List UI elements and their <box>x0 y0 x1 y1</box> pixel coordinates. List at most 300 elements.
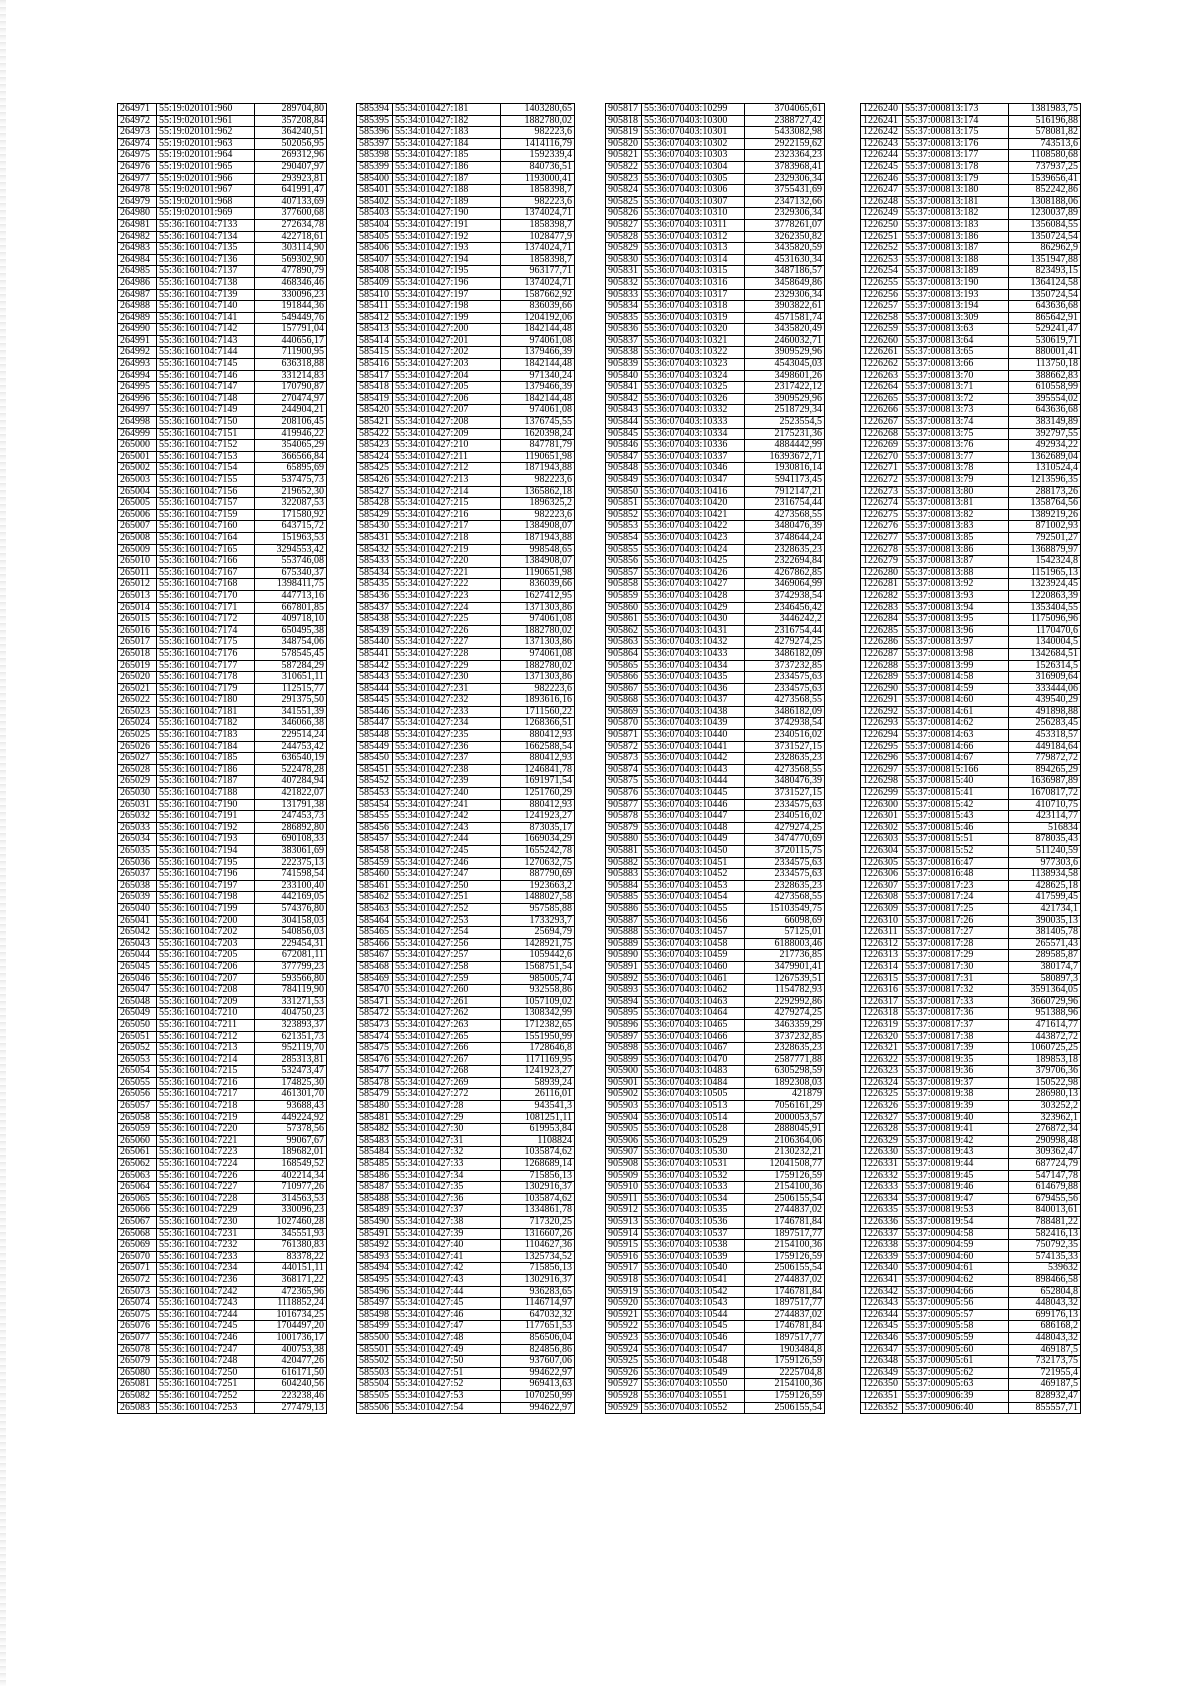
cadastral-value: 272634,78 <box>255 219 327 231</box>
cadastral-value: 1858398,7 <box>501 219 575 231</box>
cadastral-value: 256283,45 <box>1009 718 1081 730</box>
table-row <box>357 1031 575 1043</box>
cadastral-value: 395554,02 <box>1009 393 1081 405</box>
row-number: 265023 <box>118 706 157 718</box>
cadastral-number: 55:36:160104:7213 <box>157 1043 255 1055</box>
cadastral-number: 55:34:010427:258 <box>393 961 501 973</box>
table-row <box>357 880 575 892</box>
table-row <box>606 846 825 858</box>
row-number: 1226317 <box>861 996 903 1008</box>
cadastral-number: 55:36:160104:7234 <box>157 1263 255 1275</box>
row-number: 264998 <box>118 417 157 429</box>
table-row <box>357 753 575 765</box>
cadastral-number: 55:37:000813:309 <box>903 312 1009 324</box>
cadastral-number: 55:34:010427:236 <box>393 741 501 753</box>
table-row <box>861 498 1081 510</box>
table-row <box>861 695 1081 707</box>
cadastral-number: 55:34:010427:40 <box>393 1240 501 1252</box>
cadastral-value: 421822,07 <box>255 788 327 800</box>
row-number: 1226287 <box>861 648 903 660</box>
row-number: 905861 <box>606 614 642 626</box>
table-row <box>606 104 825 116</box>
cadastral-value: 366566,84 <box>255 451 327 463</box>
row-number: 1226337 <box>861 1228 903 1240</box>
cadastral-value: 471614,77 <box>1009 1019 1081 1031</box>
cadastral-number: 55:36:070403:10427 <box>642 579 745 591</box>
table-row <box>606 753 825 765</box>
cadastral-number: 55:37:000813:79 <box>903 475 1009 487</box>
row-number: 265025 <box>118 730 157 742</box>
table-row <box>606 405 825 417</box>
row-number: 585440 <box>357 637 393 649</box>
cadastral-value: 289704,80 <box>255 104 327 116</box>
table-row <box>118 1240 327 1252</box>
table-row <box>606 1321 825 1333</box>
cadastral-number: 55:34:010427:215 <box>393 498 501 510</box>
table-row <box>357 208 575 220</box>
cadastral-value: 191844,36 <box>255 301 327 313</box>
cadastral-number: 55:36:160104:7146 <box>157 370 255 382</box>
row-number: 905904 <box>606 1112 642 1124</box>
table-row <box>357 393 575 405</box>
cadastral-number: 55:36:070403:10310 <box>642 208 745 220</box>
cadastral-value: 1241923,27 <box>501 811 575 823</box>
cadastral-number: 55:37:000813:78 <box>903 463 1009 475</box>
cadastral-value: 880001,41 <box>1009 347 1081 359</box>
cadastral-value: 1151965,13 <box>1009 567 1081 579</box>
table-row <box>861 1147 1081 1159</box>
row-number: 1226343 <box>861 1298 903 1310</box>
table-row <box>861 486 1081 498</box>
row-number: 265030 <box>118 788 157 800</box>
table-row <box>118 1170 327 1182</box>
table-row <box>118 104 327 116</box>
cadastral-number: 55:37:000813:98 <box>903 648 1009 660</box>
row-number: 585505 <box>357 1390 393 1402</box>
table-row <box>118 1147 327 1159</box>
cadastral-value: 2175231,36 <box>745 428 825 440</box>
cadastral-value: 6305298,59 <box>745 1066 825 1078</box>
table-row <box>357 637 575 649</box>
cadastral-number: 55:34:010427:186 <box>393 161 501 173</box>
table-row <box>606 1124 825 1136</box>
cadastral-value: 233100,40 <box>255 880 327 892</box>
row-number: 265040 <box>118 903 157 915</box>
cadastral-number: 55:34:010427:239 <box>393 776 501 788</box>
cadastral-number: 55:37:000813:88 <box>903 567 1009 579</box>
table-row <box>118 1031 327 1043</box>
cadastral-number: 55:36:160104:7199 <box>157 903 255 915</box>
table-row <box>357 915 575 927</box>
cadastral-number: 55:37:000906:40 <box>903 1402 1009 1414</box>
table-block-2 <box>356 103 575 1414</box>
table-row <box>118 475 327 487</box>
table-row <box>606 706 825 718</box>
table-row <box>861 1205 1081 1217</box>
cadastral-value: 171580,92 <box>255 509 327 521</box>
table-row <box>861 1251 1081 1263</box>
cadastral-number: 55:34:010427:219 <box>393 544 501 556</box>
cadastral-value: 862962,9 <box>1009 243 1081 255</box>
row-number: 905819 <box>606 127 642 139</box>
table-row <box>357 973 575 985</box>
cadastral-number: 55:37:000813:77 <box>903 451 1009 463</box>
row-number: 585433 <box>357 556 393 568</box>
cadastral-number: 55:36:160104:7184 <box>157 741 255 753</box>
row-number: 905880 <box>606 834 642 846</box>
row-number: 264996 <box>118 393 157 405</box>
table-row <box>357 1112 575 1124</box>
cadastral-value: 2334575,63 <box>745 672 825 684</box>
cadastral-value: 1379466,39 <box>501 382 575 394</box>
cadastral-number: 55:36:070403:10461 <box>642 973 745 985</box>
cadastral-value: 4267862,85 <box>745 567 825 579</box>
table-row <box>357 289 575 301</box>
table-row <box>861 811 1081 823</box>
row-number: 585463 <box>357 903 393 915</box>
cadastral-number: 55:36:160104:7191 <box>157 811 255 823</box>
cadastral-value: 985005,74 <box>501 973 575 985</box>
table-row <box>357 347 575 359</box>
cadastral-value: 1376745,55 <box>501 417 575 429</box>
cadastral-number: 55:36:160104:7217 <box>157 1089 255 1101</box>
table-row <box>118 1379 327 1391</box>
table-row <box>606 1147 825 1159</box>
row-number: 905879 <box>606 822 642 834</box>
row-number: 265026 <box>118 741 157 753</box>
row-number: 905923 <box>606 1332 642 1344</box>
table-row <box>861 138 1081 150</box>
table-row <box>606 440 825 452</box>
cadastral-number: 55:36:160104:7209 <box>157 996 255 1008</box>
row-number: 585448 <box>357 730 393 742</box>
table-row <box>606 1344 825 1356</box>
row-number: 265083 <box>118 1402 157 1414</box>
cadastral-number: 55:34:010427:53 <box>393 1390 501 1402</box>
row-number: 585462 <box>357 892 393 904</box>
table-row <box>606 1298 825 1310</box>
row-number: 1226280 <box>861 567 903 579</box>
row-number: 905884 <box>606 880 642 892</box>
cadastral-number: 55:36:160104:7242 <box>157 1286 255 1298</box>
cadastral-value: 974061,08 <box>501 405 575 417</box>
row-number: 905888 <box>606 927 642 939</box>
table-row <box>861 243 1081 255</box>
table-row <box>357 822 575 834</box>
row-number: 585405 <box>357 231 393 243</box>
cadastral-value: 516834 <box>1009 822 1081 834</box>
cadastral-number: 55:36:160104:7247 <box>157 1344 255 1356</box>
cadastral-number: 55:37:000819:36 <box>903 1066 1009 1078</box>
cadastral-value: 788481,22 <box>1009 1217 1081 1229</box>
row-number: 1226261 <box>861 347 903 359</box>
cadastral-value: 1138934,58 <box>1009 869 1081 881</box>
cadastral-value: 636540,19 <box>255 753 327 765</box>
cadastral-number: 55:34:010427:224 <box>393 602 501 614</box>
cadastral-value: 2225704,8 <box>745 1367 825 1379</box>
cadastral-number: 55:37:000905:61 <box>903 1356 1009 1368</box>
table-row <box>861 417 1081 429</box>
cadastral-value: 3469064,99 <box>745 579 825 591</box>
cadastral-number: 55:37:000905:62 <box>903 1367 1009 1379</box>
row-number: 1226270 <box>861 451 903 463</box>
cadastral-number: 55:34:010427:33 <box>393 1159 501 1171</box>
table-row <box>606 892 825 904</box>
row-number: 265051 <box>118 1031 157 1043</box>
table-row <box>861 1031 1081 1043</box>
cadastral-value: 16393672,71 <box>745 451 825 463</box>
table-row <box>357 150 575 162</box>
cadastral-number: 55:36:070403:10429 <box>642 602 745 614</box>
cadastral-number: 55:36:160104:7236 <box>157 1274 255 1286</box>
cadastral-value: 3720115,75 <box>745 846 825 858</box>
cadastral-number: 55:36:160104:7148 <box>157 393 255 405</box>
table-row <box>861 521 1081 533</box>
table-row <box>861 799 1081 811</box>
cadastral-number: 55:36:070403:10313 <box>642 243 745 255</box>
cadastral-value: 647032,32 <box>501 1309 575 1321</box>
cadastral-number: 55:36:070403:10347 <box>642 475 745 487</box>
table-row <box>118 1367 327 1379</box>
cadastral-number: 55:36:070403:10452 <box>642 869 745 881</box>
table-row <box>357 544 575 556</box>
cadastral-value: 516196,88 <box>1009 115 1081 127</box>
cadastral-value: 547147,78 <box>1009 1170 1081 1182</box>
row-number: 265033 <box>118 822 157 834</box>
cadastral-value: 440656,17 <box>255 335 327 347</box>
row-number: 1226309 <box>861 903 903 915</box>
cadastral-value: 887790,69 <box>501 869 575 881</box>
table-row <box>118 602 327 614</box>
cadastral-value: 1060725,25 <box>1009 1043 1081 1055</box>
table-row <box>357 811 575 823</box>
cadastral-value: 189853,18 <box>1009 1054 1081 1066</box>
row-number: 905846 <box>606 440 642 452</box>
cadastral-number: 55:36:160104:7197 <box>157 880 255 892</box>
cadastral-number: 55:34:010427:190 <box>393 208 501 220</box>
cadastral-number: 55:36:070403:10434 <box>642 660 745 672</box>
cadastral-value: 2130232,21 <box>745 1147 825 1159</box>
cadastral-number: 55:19:020101:969 <box>157 208 255 220</box>
cadastral-number: 55:36:070403:10538 <box>642 1240 745 1252</box>
row-number: 905822 <box>606 161 642 173</box>
cadastral-value: 2346456,42 <box>745 602 825 614</box>
cadastral-number: 55:36:070403:10470 <box>642 1054 745 1066</box>
table-row <box>118 1054 327 1066</box>
row-number: 905897 <box>606 1031 642 1043</box>
row-number: 905837 <box>606 335 642 347</box>
row-number: 585471 <box>357 996 393 1008</box>
table-row <box>606 1367 825 1379</box>
cadastral-value: 2154100,36 <box>745 1379 825 1391</box>
cadastral-value: 582416,13 <box>1009 1228 1081 1240</box>
row-number: 905876 <box>606 788 642 800</box>
table-row <box>357 950 575 962</box>
table-row <box>861 985 1081 997</box>
cadastral-number: 55:36:070403:10541 <box>642 1274 745 1286</box>
row-number: 585432 <box>357 544 393 556</box>
row-number: 585398 <box>357 150 393 162</box>
table-row <box>118 892 327 904</box>
cadastral-number: 55:37:000815:43 <box>903 811 1009 823</box>
cadastral-value: 1636987,89 <box>1009 776 1081 788</box>
cadastral-number: 55:36:160104:7198 <box>157 892 255 904</box>
row-number: 1226306 <box>861 869 903 881</box>
table-row <box>118 927 327 939</box>
table-row <box>357 1402 575 1414</box>
table-row <box>861 532 1081 544</box>
cadastral-number: 55:34:010427:212 <box>393 463 501 475</box>
row-number: 1226321 <box>861 1043 903 1055</box>
table-row <box>357 799 575 811</box>
row-number: 1226292 <box>861 706 903 718</box>
cadastral-value: 1704497,20 <box>255 1321 327 1333</box>
cadastral-value: 1308342,99 <box>501 1008 575 1020</box>
row-number: 585431 <box>357 532 393 544</box>
table-row <box>357 1356 575 1368</box>
cadastral-value: 1323924,45 <box>1009 579 1081 591</box>
table-row <box>606 579 825 591</box>
table-row <box>606 335 825 347</box>
table-row <box>357 1390 575 1402</box>
row-number: 1226248 <box>861 196 903 208</box>
row-number: 585473 <box>357 1019 393 1031</box>
cadastral-number: 55:37:000813:179 <box>903 173 1009 185</box>
cadastral-value: 276872,34 <box>1009 1124 1081 1136</box>
cadastral-number: 55:36:070403:10306 <box>642 185 745 197</box>
table-row <box>861 1008 1081 1020</box>
cadastral-value: 539632 <box>1009 1263 1081 1275</box>
cadastral-value: 1882780,02 <box>501 115 575 127</box>
cadastral-value: 1146714,97 <box>501 1298 575 1310</box>
row-number: 1226341 <box>861 1274 903 1286</box>
cadastral-number: 55:36:160104:7224 <box>157 1159 255 1171</box>
row-number: 585451 <box>357 764 393 776</box>
table-row <box>118 1402 327 1414</box>
cadastral-value: 3486182,09 <box>745 706 825 718</box>
cadastral-value: 587284,29 <box>255 660 327 672</box>
table-row <box>357 359 575 371</box>
table-row <box>606 382 825 394</box>
cadastral-value: 3737232,85 <box>745 1031 825 1043</box>
row-number: 905818 <box>606 115 642 127</box>
row-number: 264985 <box>118 266 157 278</box>
row-number: 585495 <box>357 1274 393 1286</box>
cadastral-value: 150522,98 <box>1009 1077 1081 1089</box>
cadastral-value: 1325734,52 <box>501 1251 575 1263</box>
cadastral-number: 55:37:000813:180 <box>903 185 1009 197</box>
cadastral-number: 55:37:000815:166 <box>903 764 1009 776</box>
cadastral-value: 529241,47 <box>1009 324 1081 336</box>
table-row <box>118 1066 327 1078</box>
cadastral-number: 55:34:010427:259 <box>393 973 501 985</box>
table-row <box>606 115 825 127</box>
row-number: 905927 <box>606 1379 642 1391</box>
table-row <box>606 718 825 730</box>
row-number: 1226345 <box>861 1321 903 1333</box>
cadastral-value: 6188003,46 <box>745 938 825 950</box>
cadastral-value: 3480476,39 <box>745 521 825 533</box>
cadastral-number: 55:36:160104:7194 <box>157 846 255 858</box>
cadastral-number: 55:37:000813:72 <box>903 393 1009 405</box>
cadastral-value: 1104627,36 <box>501 1240 575 1252</box>
row-number: 265019 <box>118 660 157 672</box>
cadastral-value: 368171,22 <box>255 1274 327 1286</box>
table-row <box>118 834 327 846</box>
row-number: 1226290 <box>861 683 903 695</box>
cadastral-value: 1371303,86 <box>501 602 575 614</box>
table-row <box>357 857 575 869</box>
row-number: 1226338 <box>861 1240 903 1252</box>
cadastral-value: 1268689,14 <box>501 1159 575 1171</box>
row-number: 1226313 <box>861 950 903 962</box>
table-row <box>118 672 327 684</box>
cadastral-table-2 <box>356 103 575 1414</box>
table-row <box>357 1124 575 1136</box>
cadastral-number: 55:37:000813:96 <box>903 625 1009 637</box>
cadastral-number: 55:36:160104:7160 <box>157 521 255 533</box>
row-number: 264975 <box>118 150 157 162</box>
row-number: 585396 <box>357 127 393 139</box>
table-row <box>606 463 825 475</box>
table-row <box>606 1274 825 1286</box>
table-row <box>606 788 825 800</box>
cadastral-number: 55:37:000813:64 <box>903 335 1009 347</box>
cadastral-number: 55:36:070403:10542 <box>642 1286 745 1298</box>
row-number: 585476 <box>357 1054 393 1066</box>
table-row <box>606 1089 825 1101</box>
cadastral-number: 55:34:010427:253 <box>393 915 501 927</box>
row-number: 585445 <box>357 695 393 707</box>
row-number: 585412 <box>357 312 393 324</box>
table-row <box>118 741 327 753</box>
row-number: 1226268 <box>861 428 903 440</box>
cadastral-value: 448043,32 <box>1009 1332 1081 1344</box>
cadastral-value: 641991,47 <box>255 185 327 197</box>
row-number: 585477 <box>357 1066 393 1078</box>
row-number: 1226246 <box>861 173 903 185</box>
cadastral-number: 55:34:010427:191 <box>393 219 501 231</box>
cadastral-value: 530619,71 <box>1009 335 1081 347</box>
table-row <box>606 1263 825 1275</box>
cadastral-value: 619953,84 <box>501 1124 575 1136</box>
table-row <box>606 393 825 405</box>
table-row <box>118 637 327 649</box>
table-row <box>118 1008 327 1020</box>
cadastral-value: 687724,79 <box>1009 1159 1081 1171</box>
cadastral-value: 779872,72 <box>1009 753 1081 765</box>
table-row <box>118 556 327 568</box>
cadastral-value: 2316754,44 <box>745 498 825 510</box>
cadastral-number: 55:36:160104:7171 <box>157 602 255 614</box>
row-number: 585410 <box>357 289 393 301</box>
cadastral-value: 2334575,63 <box>745 869 825 881</box>
cadastral-value: 472365,96 <box>255 1286 327 1298</box>
cadastral-value: 750792,35 <box>1009 1240 1081 1252</box>
table-row <box>861 1402 1081 1414</box>
cadastral-value: 309362,47 <box>1009 1147 1081 1159</box>
cadastral-number: 55:36:070403:10444 <box>642 776 745 788</box>
cadastral-value: 303252,2 <box>1009 1101 1081 1113</box>
cadastral-value: 383149,89 <box>1009 417 1081 429</box>
cadastral-value: 354065,29 <box>255 440 327 452</box>
table-row <box>357 161 575 173</box>
cadastral-value: 1414116,79 <box>501 138 575 150</box>
cadastral-value: 1358764,56 <box>1009 498 1081 510</box>
cadastral-value: 823493,15 <box>1009 266 1081 278</box>
cadastral-value: 3463359,29 <box>745 1019 825 1031</box>
cadastral-number: 55:36:160104:7154 <box>157 463 255 475</box>
